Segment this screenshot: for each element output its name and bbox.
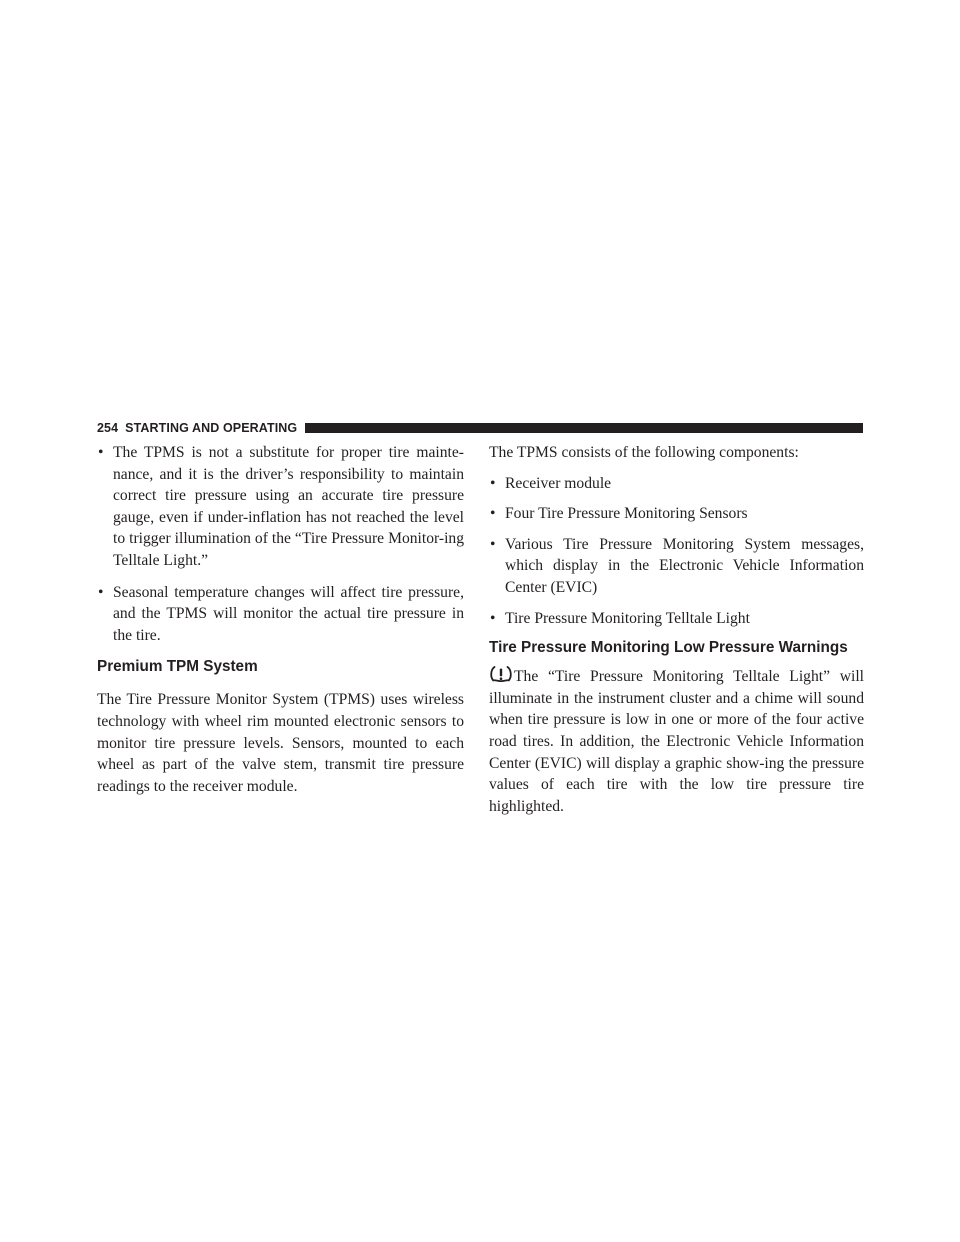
list-item xyxy=(97,582,464,647)
bullet-glyph: • xyxy=(98,583,104,601)
list-item xyxy=(97,442,464,572)
bullet-text: Receiver module xyxy=(505,474,612,492)
bullet-glyph: • xyxy=(490,474,496,492)
bullet-text: Various Tire Pressure Monitoring System messages, which display in the Electronic Vehicle Information Center (EVIC) xyxy=(505,535,864,596)
bullet-text: The TPMS is not a substitute for proper tire mainte-nance, and it is the driver’s responsibility to maintain correct tire pressure using an accurate tire pressure gauge, even if under-inflation has not reached the level to trigger illumination of the “Tire Pressure Monitor-ing Telltale Light.” xyxy=(113,444,464,569)
warning-paragraph-text: The “Tire Pressure Monitoring Telltale Light” will illuminate in the instrument cluster and a chime will sound when tire pressure is low in one or more of the four active road tires. In addition, the Electronic Vehicle Information Center (EVIC) will display a graphic show-ing the pressure values of each tire with the low tire pressure tire highlighted. xyxy=(489,668,864,815)
bullet-glyph: • xyxy=(490,535,496,553)
tire-pressure-warning-icon xyxy=(489,666,513,682)
body-paragraph xyxy=(489,666,864,817)
section-heading: Premium TPM System xyxy=(97,658,258,676)
list-item xyxy=(489,473,864,495)
bullet-text: Four Tire Pressure Monitoring Sensors xyxy=(505,505,748,523)
bullet-glyph: • xyxy=(490,609,496,627)
bullet-text: Seasonal temperature changes will affect tire pressure, and the TPMS will monitor the actual tire pressure in the tire. xyxy=(113,583,464,644)
bullet-glyph: • xyxy=(98,444,104,461)
page-header xyxy=(97,421,863,435)
section-title: STARTING AND OPERATING xyxy=(125,421,298,435)
intro-paragraph: The TPMS consists of the following components: xyxy=(489,444,799,461)
right-column xyxy=(489,442,864,817)
header-rule xyxy=(305,423,863,433)
left-column xyxy=(97,442,464,797)
page-number: 254 xyxy=(97,421,119,435)
section-heading: Tire Pressure Monitoring Low Pressure Warnings xyxy=(489,639,848,657)
list-item xyxy=(489,608,864,630)
body-paragraph: The Tire Pressure Monitor System (TPMS) uses wireless technology with wheel rim mounted electronic sensors to monitor tire pressure levels. Sensors, mounted to each wheel as part of the valve stem, transmit tire pressure readings to the receiver module. xyxy=(97,691,464,795)
list-item xyxy=(489,503,864,525)
bullet-text: Tire Pressure Monitoring Telltale Light xyxy=(505,609,750,627)
list-item xyxy=(489,534,864,599)
bullet-glyph: • xyxy=(490,505,496,523)
